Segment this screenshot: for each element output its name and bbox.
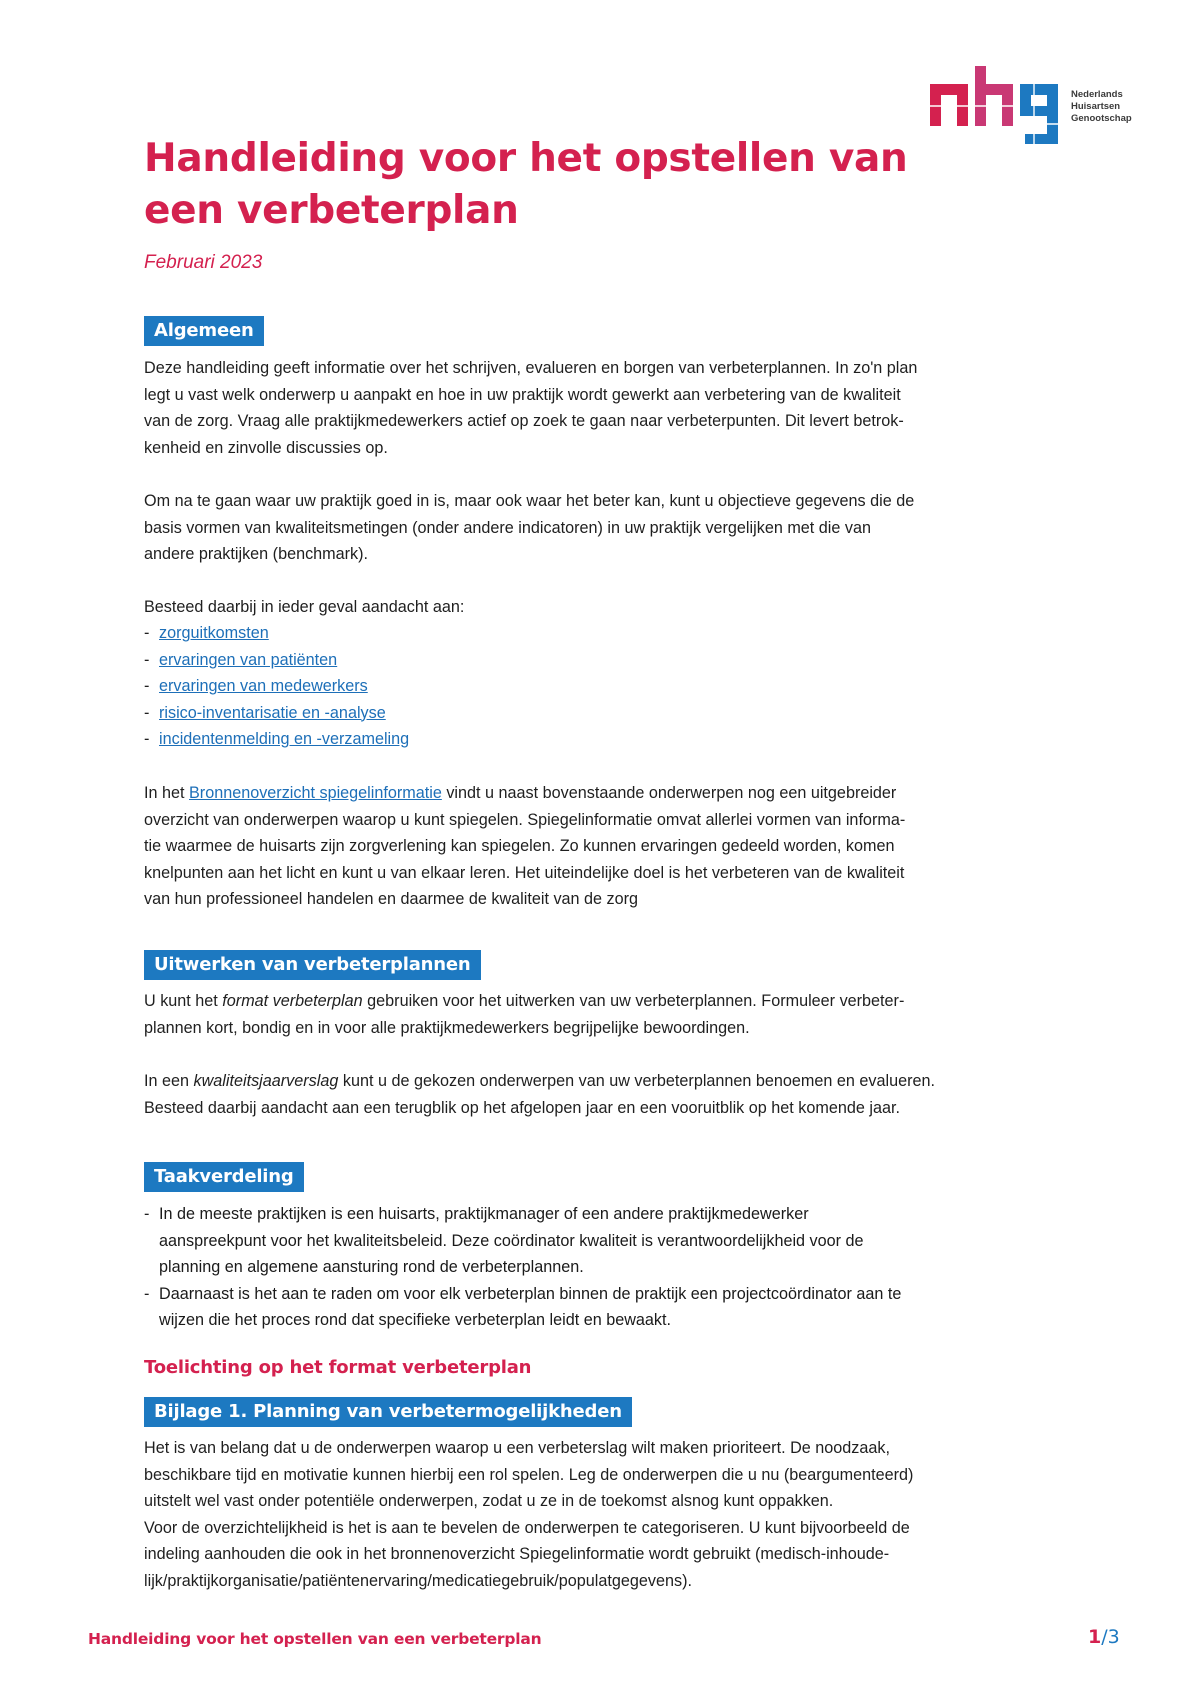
link-ervaringen-patienten[interactable]: ervaringen van patiënten bbox=[159, 650, 338, 669]
link-risico-inventarisatie[interactable]: risico-inventarisatie en -analyse bbox=[159, 703, 386, 722]
link-incidentenmelding[interactable]: incidentenmelding en -verzameling bbox=[159, 730, 410, 748]
algemeen-paragraph-4: In het Bronnenoverzicht spiegelinformatie vindt u naast bovenstaande onderwerpen nog een uitgebreider overzicht van onderwerpen waarop u kunt spiegelen. Spiegelinformatie omvat allerlei vormen van informa- tie waarmee de huisarts zijn zorgverlening kan spiegelen. Zo kunnen ervaringen gedeeld worden, komen knelpunten aan het licht en kunt u van elkaar leren. Het uiteindelijke doel is het verbeteren van de kwaliteit van hun professioneel handelen en daarmee de kwaliteit van de zorg bbox=[144, 784, 906, 908]
section-label-algemeen: Algemeen bbox=[144, 316, 264, 346]
list-item: - In de meeste praktijken is een huisarts, praktijkmanager of een andere praktijkmedewerker aanspreekpunt voor het kwaliteitsbeleid. Deze coördinator kwaliteit is verantwoordelijkheid voor de planning en algemene aansturing rond de verbeterplannen. bbox=[144, 1201, 901, 1281]
algemeen-paragraph-3: Besteed daarbij in ieder geval aandacht aan: bbox=[144, 598, 465, 616]
list-item bbox=[144, 700, 409, 727]
page-current: 1 bbox=[1088, 1626, 1102, 1648]
bijlage1-paragraph: Het is van belang dat u de onderwerpen waarop u een verbeterslag wilt maken prioriteert. De noodzaak, beschikbare tijd en motivatie kunnen hierbij een rol spelen. Leg de onderwerpen die u nu (beargumenteerd) uitstelt wel vast onder potentiële onderwerpen, zodat u ze in de toekomst alsnog kunt oppakken. Voor de overzichtelijkheid is het is aan te bevelen de onderwerpen te categoriseren. U kunt bijvoorbeeld de indeling aanhouden die ook in het bronnenoverzicht Spiegelinformatie wordt gebruikt (medisch-inhoude- lijk/praktijkorganisatie/patiëntenervaring/medicatiegebruik/populatgegevens). bbox=[144, 1439, 914, 1590]
list-item bbox=[144, 647, 409, 674]
logo-organization-name: Nederlands Huisartsen Genootschap bbox=[1071, 89, 1132, 124]
page-total: /3 bbox=[1101, 1626, 1120, 1648]
list-item bbox=[144, 673, 409, 700]
section-label-bijlage-1: Bijlage 1. Planning van verbetermogelijkheden bbox=[144, 1397, 632, 1427]
link-zorguitkomsten[interactable]: zorguitkomsten bbox=[159, 624, 269, 642]
link-ervaringen-medewerkers[interactable]: ervaringen van medewerkers bbox=[159, 677, 368, 695]
uitwerken-paragraph-1: U kunt het format verbeterplan gebruiken voor het uitwerken van uw verbeterplannen. Formuleer verbeter- plannen kort, bondig en in voor alle praktijkmedewerkers begrijpelijke bewoordingen. bbox=[144, 992, 905, 1037]
section-label-uitwerken: Uitwerken van verbeterplannen bbox=[144, 950, 481, 980]
uitwerken-paragraph-2: In een kwaliteitsjaarverslag kunt u de gekozen onderwerpen van uw verbeterplannen benoemen en evalueren. Besteed daarbij aandacht aan een terugblik op het afgelopen jaar en een vooruitblik op het komende jaar. bbox=[144, 1072, 936, 1117]
link-bronnenoverzicht-spiegelinformatie[interactable]: Bronnenoverzicht spiegelinformatie bbox=[189, 784, 442, 802]
document-title: Handleiding voor het opstellen van een verbeterplan bbox=[144, 136, 908, 233]
page-number bbox=[1088, 1626, 1120, 1648]
algemeen-paragraph-2: Om na te gaan waar uw praktijk goed in is, maar ook waar het beter kan, kunt u objectieve gegevens die de basis vormen van kwaliteitsmetingen (onder andere indicatoren) in uw praktijk vergelijken met die van andere praktijken (benchmark). bbox=[144, 492, 915, 563]
section-label-taakverdeling: Taakverdeling bbox=[144, 1162, 304, 1192]
list-item bbox=[144, 726, 409, 753]
footer-title: Handleiding voor het opstellen van een verbeterplan bbox=[88, 1630, 542, 1648]
list-item: - Daarnaast is het aan te raden om voor elk verbeterplan binnen de praktijk een projectcoördinator aan te wijzen die het proces rond dat specifieke verbeterplan leidt en bewaakt. bbox=[144, 1281, 901, 1334]
toelichting-heading: Toelichting op het format verbeterplan bbox=[144, 1357, 532, 1378]
topic-link-list bbox=[144, 620, 409, 753]
algemeen-paragraph-1: Deze handleiding geeft informatie over het schrijven, evalueren en borgen van verbeterplannen. In zo'n plan legt u vast welk onderwerp u aanpakt en hoe in uw praktijk wordt gewerkt aan verbetering van de kwaliteit van de zorg. Vraag alle praktijkmedewerkers actief op zoek te gaan naar verbeterpunten. Dit levert betrok- kenheid en zinvolle discussies op. bbox=[144, 359, 918, 457]
document-date: Februari 2023 bbox=[144, 252, 263, 273]
task-list bbox=[144, 1201, 901, 1334]
list-item bbox=[144, 620, 409, 647]
